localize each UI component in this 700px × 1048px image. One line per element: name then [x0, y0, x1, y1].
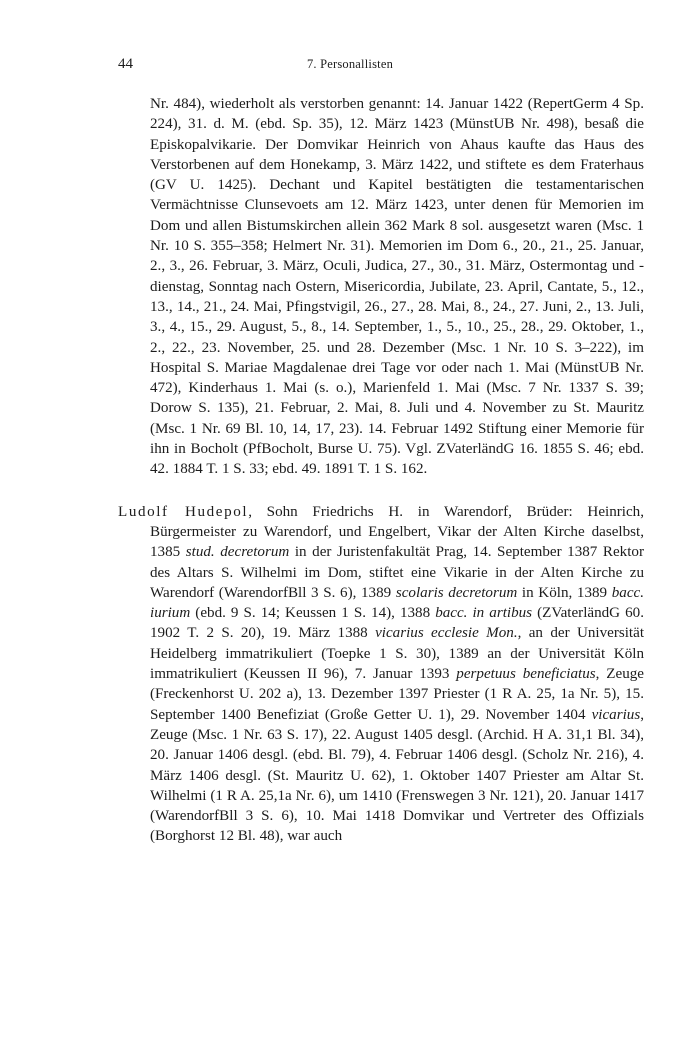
page-header — [0, 56, 700, 76]
latin-term: scolaris decretorum — [395, 584, 518, 601]
latin-term: vicarius — [591, 706, 641, 723]
entry-text: (ebd. 9 S. 14; Keussen 1 S. 14), 1388 — [190, 605, 436, 622]
entry-text: in Köln, 1389 — [517, 584, 612, 601]
entry-name: Ludolf Hudepol — [118, 503, 249, 520]
entry-text: , Zeuge (Freckenhorst U. 202 a), 13. Dezember 1397 Priester (1 R A. 25, 1a Nr. 5), 15. September 1400 Benefiziat (Große Getter U. 1), 29. November 1404 — [150, 666, 644, 723]
continued-paragraph: Nr. 484), wiederholt als verstorben genannt: 14. Januar 1422 (RepertGerm 4 Sp. 224), 31. d. M. (ebd. Sp. 35), 12. März 1423 (MünstUB Nr. 498), besaß die Episkopalvikarie. Der Domvikar Heinrich von Ahaus kaufte das Haus des Verstorbenen auf dem Honekamp, 3. März 1422, und stiftete es dem Fraterhaus (GV U. 1425). Dechant und Kapitel bestätigten die testamentarischen Vermächtnisse Clunsevoets am 12. März 1423, unter denen für Memorien im Dom und allen Bistumskirchen allein 362 Mark 8 sol. ausgesetzt waren (Msc. 1 Nr. 10 S. 355–358; Helmert Nr. 31). Memorien im Dom 6., 20., 21., 25. Januar, 2., 3., 26. Februar, 3. März, Oculi, Judica, 27., 30., 31. März, Ostermontag und -dienstag, Sonntag nach Ostern, Misericordia, Jubilate, 23. April, Cantate, 5., 12., 13., 14., 21., 24. Mai, Pfingstvigil, 26., 27., 28. Mai, 8., 24., 27. Juni, 2., 13. Juli, 3., 4., 15., 29. August, 5., 8., 14. September, 1., 5., 10., 25., 28., 29. Oktober, 1., 2., 22., 23. November, 25. und 28. Dezember (Msc. 1 Nr. 10 S. 3–222), im Hospital S. Mariae Magdalenae drei Tage vor oder nach 1. Mai (MünstUB Nr. 472), Kinderhaus 1. Mai (s. o.), Marienfeld 1. Mai (Msc. 7 Nr. 1337 S. 39; Dorow S. 135), 21. Februar, 2. Mai, 8. Juli und 4. November zu St. Mauritz (Msc. 1 Nr. 69 Bl. 10, 14, 17, 23). 14. Februar 1492 Stiftung einer Memorie für ihn in Bocholt (PfBocholt, Burse U. 75). Vgl. ZVaterländG 16. 1855 S. 46; ebd. 42. 1884 T. 1 S. 33; ebd. 49. 1891 T. 1 S. 162. — [150, 96, 644, 478]
body-text — [118, 94, 645, 847]
latin-term: bacc. iurium — [150, 584, 644, 622]
page-number: 44 — [118, 56, 133, 72]
entry-text: , an der Universität Heidelberg immatrikuliert (Toepke 1 S. 30), 1389 an der Universität Köln immatrikuliert (Keussen II 96), 7. Januar 1393 — [150, 625, 645, 683]
latin-term: perpetuus beneficiatus — [456, 666, 596, 683]
biographical-entry-hudepol — [118, 502, 644, 847]
latin-term: stud. decretorum — [185, 544, 290, 561]
entry-text: , Zeuge (Msc. 1 Nr. 63 S. 17), 22. August 1405 desgl. (Archid. H A. 31,1 Bl. 34), 20. Januar 1406 desgl. (ebd. Bl. 79), 4. Februar 1406 desgl. (Scholz Nr. 216), 4. März 1406 desgl. (St. Mauritz U. 62), 1. Oktober 1407 Priester am Altar St. Wilhelmi (1 R A. 25,1a Nr. 6), um 1410 (Frenswegen 3 Nr. 121), 20. Januar 1417 (WarendorfBll 3 S. 6), 10. Mai 1418 Domvikar und Vertreter des Offizials (Borghorst 12 Bl. 48), war auch — [150, 706, 644, 845]
running-head: 7. Personallisten — [306, 57, 394, 71]
entry-text: , Sohn Friedrichs H. in Warendorf, Brüder: Heinrich, Bürgermeister zu Warendorf, und Engelbert, Vikar der Alten Kirche daselbst, 1385 — [150, 503, 644, 561]
entry-text: in der Juristenfakultät Prag, 14. September 1387 Rektor des Altars S. Wilhelmi im Dom, stiftet eine Vikarie in der Alten Kirche zu Warendorf (WarendorfBll 3 S. 6), 1389 — [150, 544, 644, 601]
latin-term: bacc. in artibus — [435, 605, 533, 622]
entry-text: (ZVaterländG 60. 1902 T. 2 S. 20), 19. März 1388 — [150, 605, 644, 642]
latin-term: vicarius ecclesie Mon. — [375, 625, 518, 642]
